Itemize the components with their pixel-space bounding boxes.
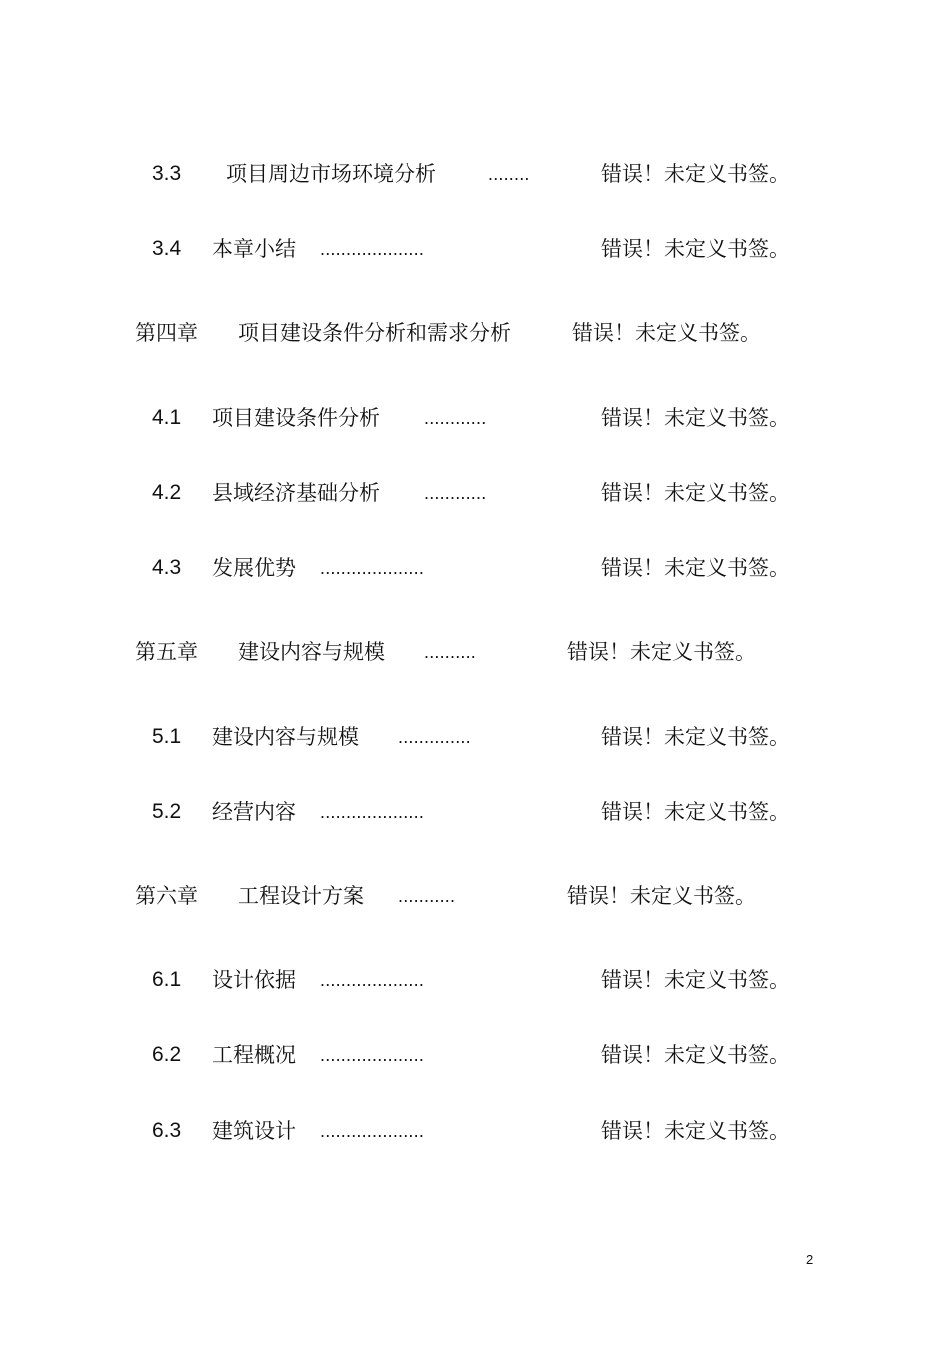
toc-number: 第六章	[135, 884, 198, 908]
toc-number: 6.2	[152, 1043, 182, 1066]
toc-chapter-4[interactable]	[0, 315, 950, 351]
toc-leader-dots: ....................	[320, 1121, 425, 1141]
toc-entry-3-4[interactable]	[0, 231, 950, 267]
toc-entry-5-1[interactable]	[0, 719, 950, 755]
toc-leader-dots: ....................	[320, 1045, 425, 1065]
toc-title: 建筑设计	[212, 1119, 296, 1143]
toc-page-ref: 错误！未定义书签。	[601, 725, 790, 749]
toc-chapter-6[interactable]	[0, 878, 950, 914]
toc-page-ref: 错误！未定义书签。	[601, 800, 790, 824]
toc-number: 4.1	[152, 406, 182, 429]
toc-page-ref: 错误！未定义书签。	[567, 884, 756, 908]
toc-page-ref: 错误！未定义书签。	[567, 640, 756, 664]
page-number: 2	[806, 1252, 814, 1267]
toc-number: 第五章	[135, 640, 198, 664]
toc-page-ref: 错误！未定义书签。	[601, 556, 790, 580]
toc-title: 经营内容	[212, 800, 296, 824]
toc-number: 4.2	[152, 481, 182, 504]
toc-title: 工程设计方案	[238, 884, 364, 908]
toc-leader-dots: ..............	[398, 727, 471, 747]
toc-page-ref: 错误！未定义书签。	[601, 162, 790, 186]
toc-page-ref: 错误！未定义书签。	[601, 1119, 790, 1143]
toc-leader-dots: ...........	[398, 886, 456, 906]
toc-entry-6-2[interactable]	[0, 1037, 950, 1073]
toc-title: 建设内容与规模	[238, 640, 385, 664]
toc-title: 设计依据	[212, 968, 296, 992]
toc-entry-4-2[interactable]	[0, 475, 950, 511]
toc-number: 第四章	[135, 321, 198, 345]
toc-entry-6-1[interactable]	[0, 962, 950, 998]
toc-entry-4-3[interactable]	[0, 550, 950, 586]
toc-page-ref: 错误！未定义书签。	[601, 968, 790, 992]
toc-number: 5.2	[152, 800, 182, 823]
toc-number: 4.3	[152, 556, 182, 579]
toc-title: 本章小结	[212, 237, 296, 261]
toc-title: 项目建设条件分析	[212, 406, 380, 430]
toc-number: 6.3	[152, 1119, 182, 1142]
toc-number: 3.4	[152, 237, 182, 260]
toc-title: 发展优势	[212, 556, 296, 580]
toc-title: 项目建设条件分析和需求分析	[238, 321, 511, 345]
toc-page-ref: 错误！未定义书签。	[601, 481, 790, 505]
toc-chapter-5[interactable]	[0, 634, 950, 670]
toc-title: 项目周边市场环境分析	[226, 162, 436, 186]
toc-entry-4-1[interactable]	[0, 400, 950, 436]
toc-title: 工程概况	[212, 1043, 296, 1067]
toc-leader-dots: ....................	[320, 239, 425, 259]
toc-leader-dots: ........	[488, 164, 530, 184]
toc-entry-3-3[interactable]	[0, 156, 950, 192]
toc-page-ref: 错误！未定义书签。	[601, 1043, 790, 1067]
toc-number: 3.3	[152, 162, 182, 185]
toc-entry-6-3[interactable]	[0, 1113, 950, 1149]
toc-page-ref: 错误！未定义书签。	[572, 321, 761, 345]
toc-leader-dots: ....................	[320, 802, 425, 822]
toc-page-ref: 错误！未定义书签。	[601, 406, 790, 430]
toc-leader-dots: ............	[424, 483, 487, 503]
toc-number: 6.1	[152, 968, 182, 991]
toc-title: 县域经济基础分析	[212, 481, 380, 505]
toc-leader-dots: ....................	[320, 558, 425, 578]
toc-leader-dots: ............	[424, 408, 487, 428]
toc-title: 建设内容与规模	[212, 725, 359, 749]
toc-leader-dots: ....................	[320, 970, 425, 990]
toc-number: 5.1	[152, 725, 182, 748]
toc-entry-5-2[interactable]	[0, 794, 950, 830]
toc-leader-dots: ..........	[424, 642, 477, 662]
toc-page-ref: 错误！未定义书签。	[601, 237, 790, 261]
